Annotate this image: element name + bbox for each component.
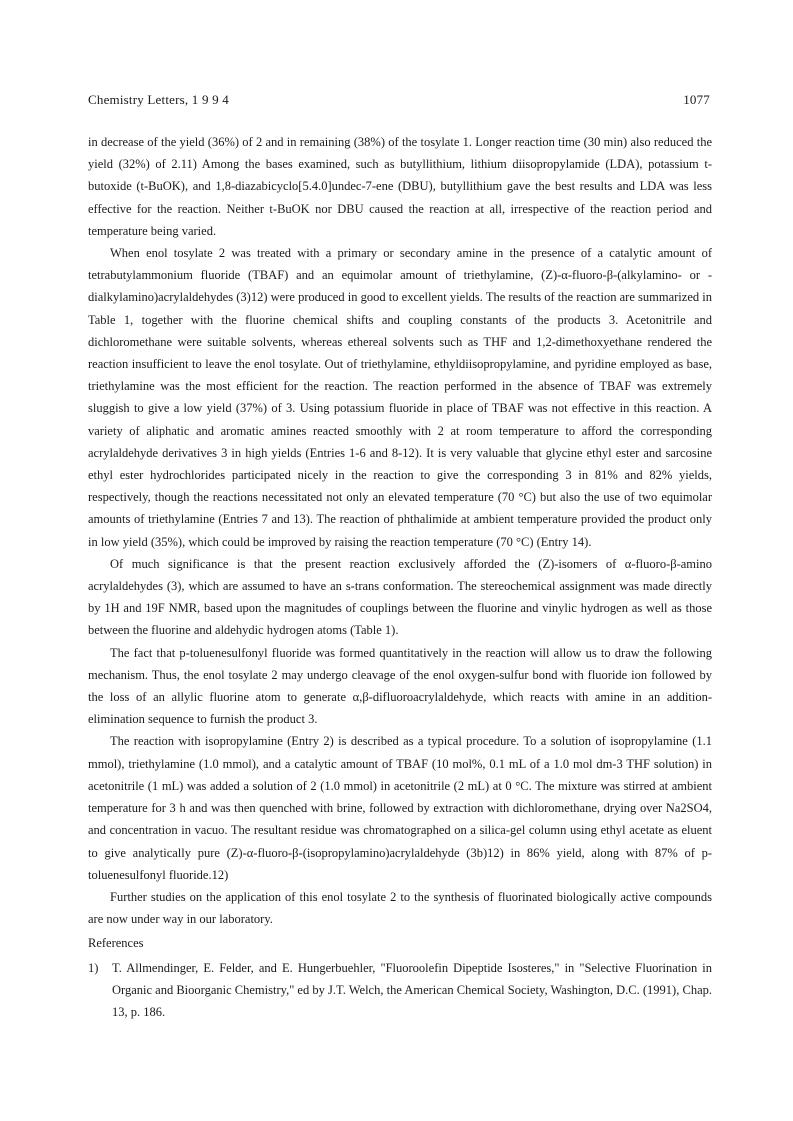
reference-item xyxy=(88,957,712,1024)
article-body xyxy=(88,131,712,1023)
page-number: 1077 xyxy=(683,92,710,107)
paragraph-4: The fact that p-toluenesulfonyl fluoride was formed quantitatively in the reaction will allow us to draw the following mechanism. Thus, the enol tosylate 2 may undergo cleavage of the enol oxygen-sulfur bond with fluoride ion followed by the loss of an allylic fluorine atom to generate α,β-difluoroacrylaldehyde, which reacts with amine in an addition-elimination sequence to furnish the product 3. xyxy=(88,645,712,727)
references-heading: References xyxy=(88,936,144,951)
reference-text: T. Allmendinger, E. Felder, and E. Hungerbuehler, "Fluoroolefin Dipeptide Isosteres," in "Selective Fluorination in Organic and Bioorganic Chemistry," ed by J.T. Welch, the American Chemical Society, Washington, D.C. (1991), Chap. 13, p. 186. xyxy=(112,960,712,1019)
paragraph-5: The reaction with isopropylamine (Entry 2) is described as a typical procedure. To a solution of isopropylamine (1.1 mmol), triethylamine (1.0 mmol), and a catalytic amount of TBAF (10 mol%, 0.1 mL of a 1.0 mol dm-3 THF solution) in acetonitrile (1 mL) was added a solution of 2 (1.0 mmol) in acetonitrile (2 mL) at 0 °C. The mixture was stirred at ambient temperature for 3 h and was then quenched with brine, followed by extraction with dichloromethane, drying over Na2SO4, and concentration in vacuo. The resultant residue was chromatographed on a silica-gel column using ethyl acetate as eluent to give analytically pure (Z)-α-fluoro-β-(isopropylamino)acrylaldehyde (3b)12) in 86% yield, along with 87% of p-toluenesulfonyl fluoride.12) xyxy=(88,734,712,882)
paragraph-1: in decrease of the yield (36%) of 2 and in remaining (38%) of the tosylate 1. Longer reaction time (30 min) also reduced the yield (32%) of 2.11) Among the bases examined, such as butyllithium, lithium diisopropylamide (LDA), potassium t-butoxide (t-BuOK), and 1,8-diazabicyclo[5.4.0]undec-7-ene (DBU), butyllithium gave the best results and LDA was less effective for the reaction. Neither t-BuOK nor DBU caused the reaction at all, irrespective of the reaction period and temperature being varied. xyxy=(88,135,712,238)
paragraph-6: Further studies on the application of this enol tosylate 2 to the synthesis of fluorinated biologically active compounds are now under way in our laboratory. xyxy=(88,889,712,927)
paragraph-2: When enol tosylate 2 was treated with a primary or secondary amine in the presence of a catalytic amount of tetrabutylammonium fluoride (TBAF) and an equimolar amount of triethylamine, (Z)-α-fluoro-β-(alkylamino- or -dialkylamino)acrylaldehydes (3)12) were produced in good to excellent yields. The results of the reaction are summarized in Table 1, together with the fluorine chemical shifts and coupling constants of the products 3. Acetonitrile and dichloromethane were suitable solvents, whereas ethereal solvents such as THF and 1,2-dimethoxyethane rendered the reaction insufficient to leave the enol tosylate. Out of triethylamine, ethyldiisopropylamine, and pyridine employed as base, triethylamine was the most efficient for the reaction. The reaction performed in the absence of TBAF was extremely sluggish to give a low yield (37%) of 3. Using potassium fluoride in place of TBAF was not effective in this reaction. A variety of aliphatic and aromatic amines reacted smoothly with 2 at room temperature to afford the corresponding acrylaldehyde derivatives 3 in high yields (Entries 1-6 and 8-12). It is very valuable that glycine ethyl ester and sarcosine ethyl ester hydrochlorides participated nicely in the reaction to give the corresponding 3 in 81% and 82% yields, respectively, though the reactions necessitated not only an elevated temperature (70 °C) but also the use of two equimolar amounts of triethylamine (Entries 7 and 13). The reaction of phthalimide at ambient temperature provided the product only in low yield (35%), which could be improved by raising the reaction temperature (70 °C) (Entry 14). xyxy=(88,246,712,549)
journal-title: Chemistry Letters, 1 9 9 4 xyxy=(88,92,229,107)
paragraph-3: Of much significance is that the present reaction exclusively afforded the (Z)-isomers of α-fluoro-β-amino acrylaldehydes (3), which are assumed to have an s-trans conformation. The stereochemical assignment was made directly by 1H and 19F NMR, based upon the magnitudes of couplings between the fluorine and vinylic hydrogen as well as those between the fluorine and aldehydic hydrogen atoms (Table 1). xyxy=(88,556,712,638)
reference-number: 1) xyxy=(88,960,99,975)
